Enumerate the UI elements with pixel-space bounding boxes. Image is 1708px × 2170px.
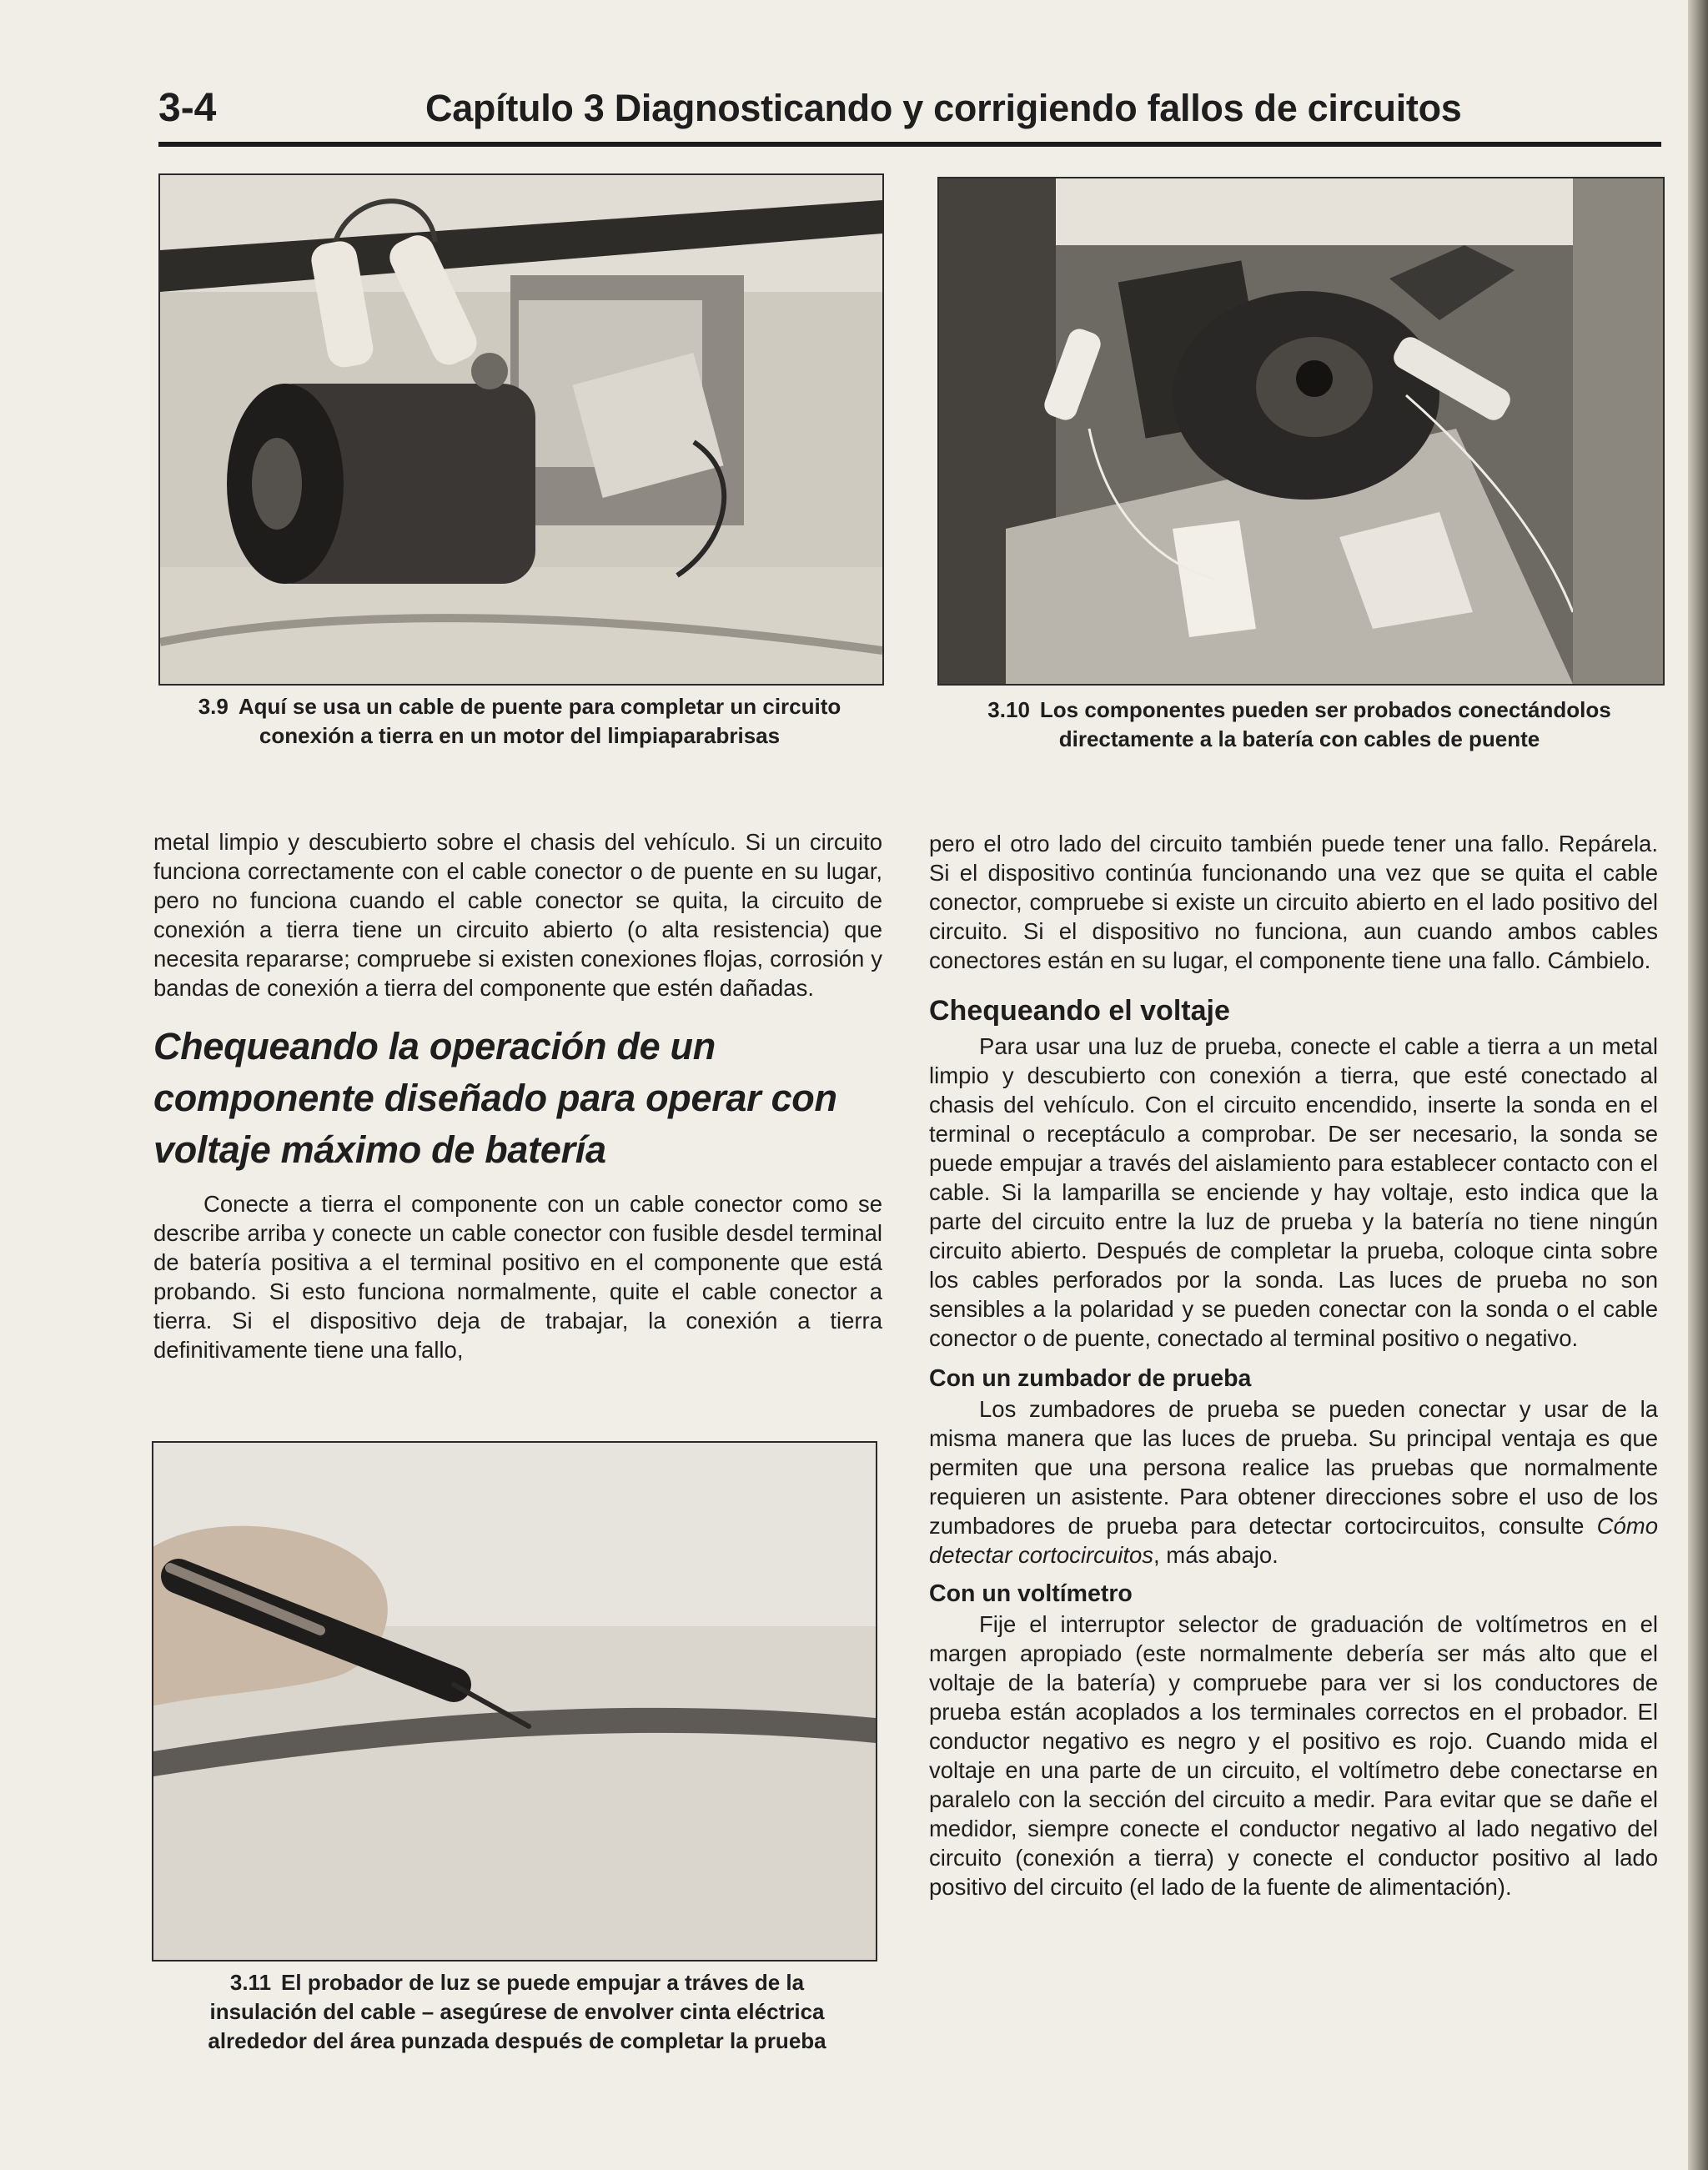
left-body-paragraph: Conecte a tierra el componente con un cable conector como se describe arriba y conecte un cable conector con fusible desdel terminal de batería positiva a el terminal positivo en el componente que está probando. Si esto funciona normalmente, quite el cable conector a tierra. Si el dispositivo deja de trabajar, la conexión a tierra definitivamente tiene una fallo, [153, 1191, 882, 1363]
page-edge-shadow [1688, 0, 1708, 2170]
figure-3-11-caption [183, 1968, 851, 2056]
header-rule [158, 142, 1661, 147]
section-heading-voltage: Chequeando el voltaje [929, 995, 1230, 1027]
caption-text: Los componentes pueden ser probados conectándolos directamente a la batería con cables de puente [1039, 697, 1611, 751]
figure-number: 3.10 [987, 697, 1030, 722]
figure-number: 3.9 [198, 694, 229, 719]
buzzer-paragraph [929, 1394, 1658, 1570]
page-number: 3-4 [158, 86, 217, 130]
left-column [153, 827, 882, 1364]
voltage-paragraph: Para usar una luz de prueba, conecte el cable a tierra a un metal limpio y descubierto con conexión a tierra, que esté conectado al chasis del vehículo. Con el circuito encendido, inserte la sonda en el terminal o receptáculo a comprobar. De ser necesario, la sonda se puede empujar a través del aislamiento para establecer contacto con el cable. Si la lamparilla se enciende y hay voltaje, esto indica que la parte del circuito entre la luz de prueba y la batería no tiene ningún circuito abierto. Después de completar la prueba, coloque cinta sobre los cables perforados por la sonda. Las luces de prueba no son sensibles a la polaridad y se pueden conectar con la sonda o el cable conector o de puente, conectado al terminal positivo o negativo. [929, 1033, 1658, 1351]
right-intro-paragraph: pero el otro lado del circuito también puede tener una fallo. Repárela. Si el dispositivo continúa funcionando una vez que se quita el cable conector, compruebe si existe un circuito abierto en el lado positivo del circuito. Si el dispositivo no funciona, aun cuando ambos cables conectores están en su lugar, el componente tiene una fallo. Cámbielo. [929, 831, 1658, 973]
page-header [158, 85, 1660, 143]
cross-reference: Cómo detectar cortocircuitos [929, 1513, 1658, 1568]
figure-3-10-caption [937, 696, 1661, 754]
figure-3-10-photo [937, 177, 1665, 686]
subheading-buzzer: Con un zumbador de prueba [929, 1365, 1252, 1392]
section-heading-component-test: Chequeando la operación de un componente diseñado para operar con voltaje máximo de batería [153, 1025, 837, 1171]
caption-text: El probador de luz se puede empujar a tráves de la insulación del cable – asegúrese de envolver cinta eléctrica alrededor del área punzada después de completar la prueba [208, 1970, 826, 2053]
caption-text: Aquí se usa un cable de puente para completar un circuito conexión a tierra en un motor del limpiaparabrisas [238, 694, 841, 748]
figure-3-11-photo [152, 1441, 877, 1962]
right-column [929, 829, 1658, 1901]
figure-3-9-caption [175, 692, 864, 751]
buzzer-text: Los zumbadores de prueba se pueden conectar y usar de la misma manera que las luces de prueba. Su principal ventaja es que permiten que una persona realice las pruebas que normalmente requieren un asistente. Para obtener direcciones sobre el uso de los zumbadores de prueba para detectar cortocircuitos, consulte [929, 1396, 1658, 1539]
voltmeter-paragraph: Fije el interruptor selector de graduación de voltímetros en el margen apropiado (este normalmente debería ser más alto que el voltaje de la batería) y compruebe para ver si los conductores de prueba están acoplados a los terminales correctos en el probador. El conductor negativo es negro y el positivo es rojo. Cuando mida el voltaje en una parte de un circuito, el voltímetro debe conectarse en paralelo con la sección del circuito a medir. Para evitar que se dañe el medidor, siempre conecte el conductor negativo al lado negativo del circuito (conexión a tierra) y conecte el conductor positivo al lado positivo del circuito (el lado de la fuente de alimentación). [929, 1611, 1658, 1900]
chapter-title: Capítulo 3 Diagnosticando y corrigiendo fallos de circuitos [425, 87, 1462, 129]
subheading-voltmeter: Con un voltímetro [929, 1580, 1133, 1607]
figure-3-9-photo [158, 173, 884, 686]
figure-number: 3.11 [229, 1970, 272, 1995]
left-intro-paragraph: metal limpio y descubierto sobre el chasis del vehículo. Si un circuito funciona correctamente con el cable conector o de puente en su lugar, pero no funciona cuando el cable conector se quita, la circuito de conexión a tierra tiene un circuito abierto (o alta resistencia) que necesita repararse; compruebe si existen conexiones flojas, corrosión y bandas de conexión a tierra del componente que estén dañadas. [153, 829, 882, 1001]
buzzer-text-end: , más abajo. [1153, 1542, 1278, 1568]
